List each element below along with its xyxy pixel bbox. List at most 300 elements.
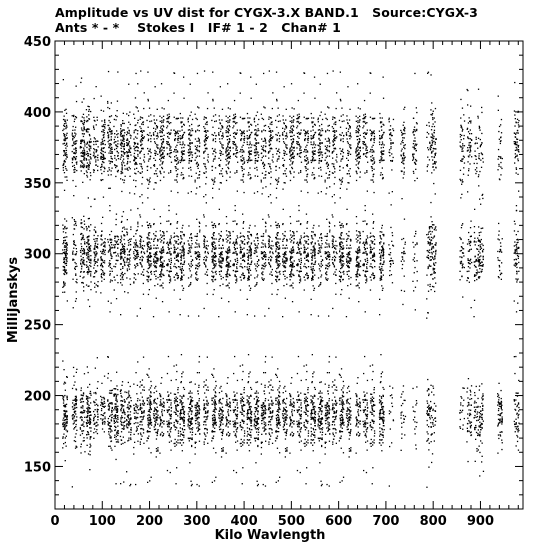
- data-point: [226, 180, 227, 181]
- data-point: [86, 426, 87, 427]
- data-point: [203, 247, 204, 248]
- data-point: [207, 108, 208, 109]
- data-point: [221, 173, 222, 174]
- data-point: [192, 439, 193, 440]
- data-point: [148, 140, 149, 141]
- data-point: [222, 154, 223, 155]
- data-point: [74, 400, 75, 401]
- data-point: [219, 256, 220, 257]
- data-point: [97, 159, 98, 160]
- data-point: [180, 144, 181, 145]
- data-point: [181, 398, 182, 399]
- data-point: [66, 376, 67, 377]
- data-point: [181, 252, 182, 253]
- data-point: [174, 424, 175, 425]
- data-point: [183, 387, 184, 388]
- data-point: [88, 372, 89, 373]
- data-point: [199, 441, 200, 442]
- data-point: [118, 239, 119, 240]
- data-point: [140, 158, 141, 159]
- data-point: [225, 405, 226, 406]
- data-point: [149, 151, 150, 152]
- data-point: [169, 433, 170, 434]
- data-point: [63, 423, 64, 424]
- data-point: [129, 146, 130, 147]
- data-point: [222, 284, 223, 285]
- data-point: [168, 100, 169, 101]
- data-point: [111, 417, 112, 418]
- data-point: [153, 248, 154, 249]
- data-point: [181, 272, 182, 273]
- data-point: [176, 170, 177, 171]
- data-point: [236, 134, 237, 135]
- data-point: [104, 398, 105, 399]
- data-point: [232, 243, 233, 244]
- data-point: [109, 408, 110, 409]
- data-point: [148, 272, 149, 273]
- data-point: [137, 154, 138, 155]
- data-point: [76, 163, 77, 164]
- data-point: [148, 436, 149, 437]
- data-point: [213, 389, 214, 390]
- data-point: [234, 117, 235, 118]
- data-point: [177, 439, 178, 440]
- data-point: [198, 164, 199, 165]
- data-point: [128, 130, 129, 131]
- data-point: [163, 156, 164, 157]
- data-point: [96, 246, 97, 247]
- data-point: [222, 398, 223, 399]
- data-point: [75, 407, 76, 408]
- data-point: [95, 416, 96, 417]
- data-point: [188, 118, 189, 119]
- data-point: [188, 162, 189, 163]
- data-point: [223, 429, 224, 430]
- data-point: [89, 142, 90, 143]
- data-point: [159, 453, 160, 454]
- data-point: [105, 152, 106, 153]
- data-point: [129, 408, 130, 409]
- data-point: [72, 136, 73, 137]
- data-point: [155, 413, 156, 414]
- data-point: [176, 260, 177, 261]
- data-point: [227, 383, 228, 384]
- data-point: [205, 274, 206, 275]
- data-point: [212, 430, 213, 431]
- data-point: [177, 163, 178, 164]
- data-point: [214, 279, 215, 280]
- data-point: [235, 433, 236, 434]
- data-point: [243, 236, 244, 237]
- data-point: [235, 123, 236, 124]
- data-point: [220, 413, 221, 414]
- data-point: [95, 393, 96, 394]
- data-point: [122, 135, 123, 136]
- data-point: [227, 270, 228, 271]
- data-point: [129, 259, 130, 260]
- data-point: [178, 387, 179, 388]
- data-point: [104, 124, 105, 125]
- data-point: [142, 416, 143, 417]
- data-point: [226, 264, 227, 265]
- data-point: [109, 140, 110, 141]
- data-point: [191, 142, 192, 143]
- data-point: [189, 416, 190, 417]
- data-point: [205, 148, 206, 149]
- data-point: [117, 260, 118, 261]
- data-point: [156, 151, 157, 152]
- data-point: [182, 419, 183, 420]
- data-point: [163, 119, 164, 120]
- data-point: [244, 433, 245, 434]
- data-point: [108, 301, 109, 302]
- data-point: [220, 86, 221, 87]
- data-point: [82, 102, 83, 103]
- data-point: [155, 408, 156, 409]
- data-point: [128, 394, 129, 395]
- data-point: [166, 265, 167, 266]
- data-point: [75, 396, 76, 397]
- data-point: [244, 387, 245, 388]
- data-point: [230, 266, 231, 267]
- data-point: [199, 372, 200, 373]
- data-point: [183, 134, 184, 135]
- data-point: [140, 119, 141, 120]
- data-point: [241, 439, 242, 440]
- data-point: [227, 150, 228, 151]
- data-point: [114, 279, 115, 280]
- data-point: [230, 238, 231, 239]
- data-point: [66, 265, 67, 266]
- data-point: [237, 248, 238, 249]
- data-point: [205, 252, 206, 253]
- data-point: [83, 421, 84, 422]
- data-point: [154, 150, 155, 151]
- data-point: [90, 245, 91, 246]
- data-point: [196, 246, 197, 247]
- data-point: [147, 398, 148, 399]
- data-point: [102, 161, 103, 162]
- data-point: [241, 400, 242, 401]
- data-point: [130, 209, 131, 210]
- data-point: [166, 141, 167, 142]
- data-point: [121, 408, 122, 409]
- data-point: [236, 170, 237, 171]
- data-point: [74, 420, 75, 421]
- data-point: [198, 150, 199, 151]
- data-point: [195, 265, 196, 266]
- data-point: [237, 410, 238, 411]
- data-point: [88, 240, 89, 241]
- data-point: [204, 405, 205, 406]
- data-point: [88, 285, 89, 286]
- data-point: [225, 159, 226, 160]
- data-point: [237, 130, 238, 131]
- data-point: [196, 147, 197, 148]
- data-point: [147, 188, 148, 189]
- data-point: [176, 273, 177, 274]
- data-point: [181, 152, 182, 153]
- data-point: [121, 191, 122, 192]
- data-point: [235, 311, 236, 312]
- data-point: [243, 398, 244, 399]
- data-point: [237, 427, 238, 428]
- data-point: [205, 150, 206, 151]
- data-point: [190, 418, 191, 419]
- data-point: [198, 138, 199, 139]
- data-point: [240, 236, 241, 237]
- data-point: [151, 425, 152, 426]
- data-point: [137, 122, 138, 123]
- data-point: [227, 139, 228, 140]
- data-point: [235, 253, 236, 254]
- data-point: [104, 252, 105, 253]
- data-point: [111, 390, 112, 391]
- data-point: [157, 127, 158, 128]
- data-point: [136, 430, 137, 431]
- data-point: [110, 188, 111, 189]
- data-point: [63, 402, 64, 403]
- data-point: [227, 276, 228, 277]
- data-point: [190, 422, 191, 423]
- data-point: [89, 408, 90, 409]
- data-point: [214, 405, 215, 406]
- data-point: [169, 123, 170, 124]
- data-point: [136, 426, 137, 427]
- data-point: [90, 395, 91, 396]
- data-point: [222, 144, 223, 145]
- data-point: [122, 140, 123, 141]
- data-point: [228, 107, 229, 108]
- data-point: [198, 426, 199, 427]
- data-point: [76, 266, 77, 267]
- data-point: [81, 266, 82, 267]
- data-point: [87, 445, 88, 446]
- data-point: [94, 428, 95, 429]
- data-point: [243, 145, 244, 146]
- data-point: [109, 234, 110, 235]
- data-point: [73, 243, 74, 244]
- data-point: [109, 160, 110, 161]
- data-point: [90, 179, 91, 180]
- data-point: [169, 251, 170, 252]
- data-point: [233, 252, 234, 253]
- data-point: [96, 240, 97, 241]
- data-point: [163, 147, 164, 148]
- data-point: [102, 249, 103, 250]
- data-point: [167, 391, 168, 392]
- data-point: [229, 126, 230, 127]
- data-point: [89, 451, 90, 452]
- data-point: [169, 282, 170, 283]
- data-point: [220, 425, 221, 426]
- data-point: [170, 393, 171, 394]
- data-point: [117, 151, 118, 152]
- data-point: [122, 120, 123, 121]
- data-point: [129, 133, 130, 134]
- data-point: [97, 411, 98, 412]
- data-point: [235, 149, 236, 150]
- data-point: [127, 404, 128, 405]
- data-point: [177, 221, 178, 222]
- data-point: [104, 140, 105, 141]
- data-point: [84, 410, 85, 411]
- data-point: [183, 423, 184, 424]
- data-point: [192, 429, 193, 430]
- data-point: [213, 225, 214, 226]
- data-point: [113, 126, 114, 127]
- data-point: [124, 265, 125, 266]
- data-point: [121, 431, 122, 432]
- data-point: [87, 131, 88, 132]
- data-point: [88, 257, 89, 258]
- data-point: [110, 415, 111, 416]
- data-point: [141, 183, 142, 184]
- data-point: [243, 176, 244, 177]
- data-point: [229, 139, 230, 140]
- data-point: [117, 412, 118, 413]
- data-point: [73, 367, 74, 368]
- data-point: [242, 444, 243, 445]
- data-point: [169, 253, 170, 254]
- data-point: [176, 158, 177, 159]
- data-point: [90, 273, 91, 274]
- data-point: [197, 417, 198, 418]
- data-point: [65, 109, 66, 110]
- data-point: [228, 432, 229, 433]
- data-point: [175, 131, 176, 132]
- data-point: [76, 263, 77, 264]
- data-point: [227, 271, 228, 272]
- data-point: [101, 131, 102, 132]
- data-point: [120, 159, 121, 160]
- data-point: [86, 396, 87, 397]
- data-point: [120, 128, 121, 129]
- data-point: [155, 432, 156, 433]
- data-point: [138, 426, 139, 427]
- data-point: [81, 162, 82, 163]
- data-point: [173, 244, 174, 245]
- data-point: [223, 247, 224, 248]
- data-point: [122, 231, 123, 232]
- data-point: [184, 144, 185, 145]
- data-point: [153, 158, 154, 159]
- data-point: [204, 264, 205, 265]
- data-point: [183, 264, 184, 265]
- data-point: [195, 384, 196, 385]
- data-point: [84, 243, 85, 244]
- data-point: [167, 133, 168, 134]
- data-point: [199, 226, 200, 227]
- data-point: [236, 146, 237, 147]
- data-point: [142, 271, 143, 272]
- data-point: [84, 141, 85, 142]
- data-point: [147, 482, 148, 483]
- data-point: [73, 400, 74, 401]
- data-point: [120, 391, 121, 392]
- data-point: [73, 149, 74, 150]
- data-point: [135, 129, 136, 130]
- data-point: [160, 155, 161, 156]
- data-point: [102, 139, 103, 140]
- data-point: [111, 440, 112, 441]
- data-point: [111, 419, 112, 420]
- data-point: [123, 260, 124, 261]
- data-point: [190, 130, 191, 131]
- data-point: [236, 243, 237, 244]
- data-point: [88, 164, 89, 165]
- data-point: [178, 435, 179, 436]
- data-point: [235, 210, 236, 211]
- data-point: [100, 179, 101, 180]
- data-point: [128, 391, 129, 392]
- data-point: [83, 262, 84, 263]
- data-point: [110, 431, 111, 432]
- data-point: [157, 147, 158, 148]
- data-point: [141, 166, 142, 167]
- data-point: [138, 110, 139, 111]
- data-point: [190, 284, 191, 285]
- data-point: [135, 410, 136, 411]
- data-point: [236, 431, 237, 432]
- data-point: [164, 171, 165, 172]
- data-point: [72, 279, 73, 280]
- data-point: [101, 149, 102, 150]
- data-point: [142, 225, 143, 226]
- data-point: [75, 141, 76, 142]
- data-point: [147, 375, 148, 376]
- data-point: [129, 151, 130, 152]
- data-point: [163, 233, 164, 234]
- data-point: [153, 224, 154, 225]
- data-point: [227, 264, 228, 265]
- data-point: [134, 410, 135, 411]
- data-point: [127, 138, 128, 139]
- data-point: [233, 391, 234, 392]
- data-point: [182, 406, 183, 407]
- data-point: [94, 423, 95, 424]
- data-point: [96, 86, 97, 87]
- data-point: [76, 156, 77, 157]
- data-point: [117, 171, 118, 172]
- data-point: [199, 230, 200, 231]
- data-point: [221, 151, 222, 152]
- data-point: [212, 243, 213, 244]
- data-point: [234, 394, 235, 395]
- data-point: [81, 155, 82, 156]
- data-point: [188, 421, 189, 422]
- data-point: [137, 400, 138, 401]
- data-point: [169, 426, 170, 427]
- data-point: [83, 260, 84, 261]
- data-point: [65, 139, 66, 140]
- data-point: [240, 263, 241, 264]
- data-point: [215, 156, 216, 157]
- data-point: [190, 256, 191, 257]
- data-point: [129, 141, 130, 142]
- data-point: [167, 153, 168, 154]
- data-point: [177, 389, 178, 390]
- data-point: [191, 381, 192, 382]
- data-point: [67, 137, 68, 138]
- data-point: [109, 210, 110, 211]
- data-point: [138, 256, 139, 257]
- data-point: [204, 216, 205, 217]
- data-point: [80, 160, 81, 161]
- data-point: [124, 123, 125, 124]
- data-point: [240, 156, 241, 157]
- data-point: [86, 242, 87, 243]
